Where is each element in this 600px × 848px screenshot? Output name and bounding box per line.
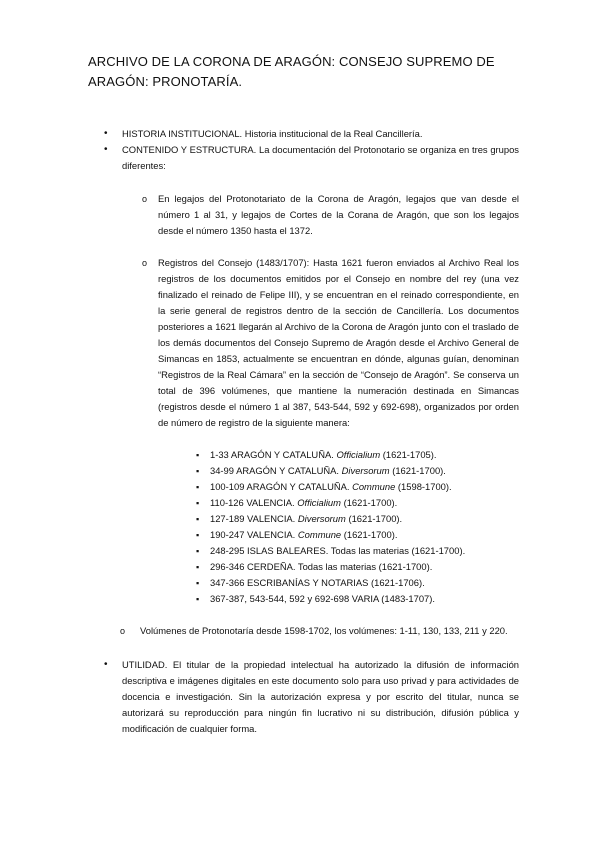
register-item: ▪ 248-295 ISLAS BALEARES. Todas las materias (1621-1700). (196, 543, 519, 559)
register-item: ▪ 367-387, 543-544, 592 y 692-698 VARIA (1483-1707). (196, 591, 519, 607)
bullet-contenido: • CONTENIDO Y ESTRUCTURA. La documentación del Protonotario se organiza en tres grupos diferentes: (104, 142, 519, 174)
register-item: ▪ 1-33 ARAGÓN Y CATALUÑA. Officialium (1621-1705). (196, 447, 519, 463)
page-title: ARCHIVO DE LA CORONA DE ARAGÓN: CONSEJO SUPREMO DE ARAGÓN: PRONOTARÍA. (88, 54, 495, 89)
bullet-utilidad: • UTILIDAD. El titular de la propiedad intelectual ha autorizado la difusión de información descriptiva e imágenes digitales en este documento solo para uso privad y para actividades de docencia e investigación. Sin la autorización expresa y por escrito del titular, nunca se autorizará su reproducción para ningún fin lucrativo ni su distribución, difusión pública y modificación de cualquier forma. (104, 657, 519, 737)
register-item: ▪ 110-126 VALENCIA. Officialium (1621-1700). (196, 495, 519, 511)
register-item: ▪ 190-247 VALENCIA. Commune (1621-1700). (196, 527, 519, 543)
sub-item-registros: o Registros del Consejo (1483/1707): Hasta 1621 fueron enviados al Archivo Real los registros de los documentos emitidos por el Consejo en nombre del rey (una vez finalizado el reinado de Felipe III), y se encuentran en el reinado correspondiente, en la serie general de registros dentro de la sección de Cancillería. Los documentos posteriores a 1621 llegarán al Archivo de la Corona de Aragón junto con el traslado de los demás documentos del Consejo Supremo de Aragón desde el Archivo General de Simancas en 1853, actualmente se encuentran en dónde, algunas guían, denominan “Registros de la Real Cámara” en la sección de “Consejo de Aragón”. Se conserva un total de 396 volúmenes, que mantiene la numeración destinada en Simancas (registros desde el número 1 al 387, 543-544, 592 y 692-698), organizados por orden de número de registro de la siguiente manera: (142, 255, 519, 431)
document-body (104, 126, 519, 737)
bullet-historia: • HISTORIA INSTITUCIONAL. Historia institucional de la Real Cancillería. (104, 126, 519, 142)
register-item: ▪ 127-189 VALENCIA. Diversorum (1621-1700). (196, 511, 519, 527)
register-list (104, 447, 519, 607)
register-item: ▪ 347-366 ESCRIBANÍAS Y NOTARIAS (1621-1706). (196, 575, 519, 591)
sub-item-legajos: o En legajos del Protonotariato de la Corona de Aragón, legajos que van desde el número 1 al 31, y legajos de Cortes de la Corana de Aragón, que son los legajos desde el número 1350 hasta el 1372. (142, 191, 519, 239)
register-item: ▪ 100-109 ARAGÓN Y CATALUÑA. Commune (1598-1700). (196, 479, 519, 495)
sub-item-protonotaria-volumes: o Volúmenes de Protonotaría desde 1598-1702, los volúmenes: 1-11, 130, 133, 211 y 220. (120, 623, 519, 639)
register-item: ▪ 34-99 ARAGÓN Y CATALUÑA. Diversorum (1621-1700). (196, 463, 519, 479)
register-item: ▪ 296-346 CERDEÑA. Todas las materias (1621-1700). (196, 559, 519, 575)
